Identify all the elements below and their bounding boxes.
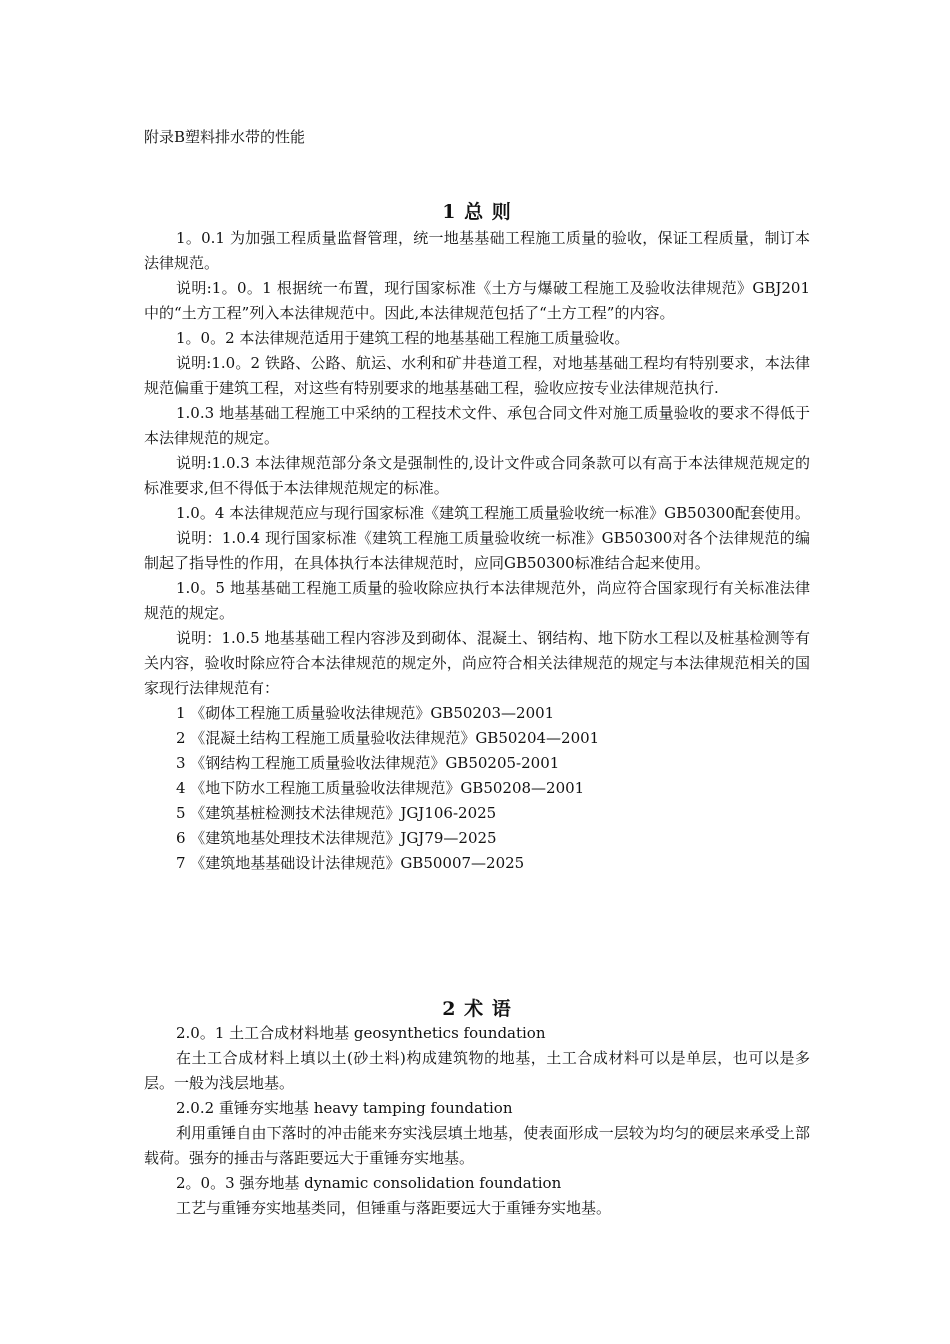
term-2-0-3-definition: 工艺与重锤夯实地基类同，但锤重与落距要远大于重锤夯实地基。 xyxy=(176,1199,612,1217)
note-1-0-4: 说明：1.0.4 现行国家标准《建筑工程施工质量验收统一标准》GB50300对各个法律规范的编制起了指导性的作用，在具体执行本法律规范时，应同GB50300标准结合起来使用。 xyxy=(144,529,810,572)
chapter-1-body xyxy=(144,226,810,876)
clause-1-0-2: 1。0。2 本法律规范适用于建筑工程的地基基础工程施工质量验收。 xyxy=(176,329,630,347)
note-1-0-1: 说明:1。0。1 根据统一布置，现行国家标准《土方与爆破工程施工及验收法律规范》GBJ201中的“土方工程”列入本法律规范中。因此,本法律规范包括了“土方工程”的内容。 xyxy=(144,279,810,322)
chapter-2-title: 2 术 语 xyxy=(442,998,512,1020)
term-2-0-1-heading: 2.0。1 土工合成材料地基 geosynthetics foundation xyxy=(176,1024,546,1042)
related-standard-item: 6 《建筑地基处理技术法律规范》JGJ79—2025 xyxy=(176,829,497,847)
clause-1-0-3: 1.0.3 地基基础工程施工中采纳的工程技术文件、承包合同文件对施工质量验收的要求不得低于本法律规范的规定。 xyxy=(144,404,810,447)
note-1-0-5: 说明：1.0.5 地基基础工程内容涉及到砌体、混凝土、钢结构、地下防水工程以及桩基检测等有关内容，验收时除应符合本法律规范的规定外，尚应符合相关法律规范的规定与本法律规范相关的国家现行法律规范有： xyxy=(144,629,810,697)
term-2-0-3-heading: 2。0。3 强夯地基 dynamic consolidation foundation xyxy=(176,1174,562,1192)
clause-1-0-4: 1.0。4 本法律规范应与现行国家标准《建筑工程施工质量验收统一标准》GB50300配套使用。 xyxy=(176,504,810,522)
term-2-0-2-heading: 2.0.2 重锤夯实地基 heavy tamping foundation xyxy=(176,1099,513,1117)
clause-1-0-1: 1。0.1 为加强工程质量监督管理，统一地基基础工程施工质量的验收，保证工程质量，制订本法律规范。 xyxy=(144,229,810,272)
related-standard-item: 4 《地下防水工程施工质量验收法律规范》GB50208—2001 xyxy=(176,779,585,797)
note-1-0-3: 说明:1.0.3 本法律规范部分条文是强制性的,设计文件或合同条款可以有高于本法律规范规定的标准要求,但不得低于本法律规范规定的标准。 xyxy=(144,454,810,497)
chapter-1-title: 1 总 则 xyxy=(442,201,512,223)
chapter-2-body xyxy=(144,1021,810,1221)
clause-1-0-5: 1.0。5 地基基础工程施工质量的验收除应执行本法律规范外，尚应符合国家现行有关标准法律规范的规定。 xyxy=(144,579,810,622)
related-standard-item: 5 《建筑基桩检测技术法律规范》JGJ106-2025 xyxy=(176,804,497,822)
note-1-0-2: 说明:1.0。2 铁路、公路、航运、水利和矿井巷道工程，对地基基础工程均有特别要求，本法律规范偏重于建筑工程，对这些有特别要求的地基基础工程，验收应按专业法律规范执行. xyxy=(144,354,810,397)
related-standard-item: 3 《钢结构工程施工质量验收法律规范》GB50205-2001 xyxy=(176,754,560,772)
appendix-heading: 附录B塑料排水带的性能 xyxy=(144,128,306,146)
term-2-0-1-definition: 在土工合成材料上填以土(砂土料)构成建筑物的地基，土工合成材料可以是单层，也可以是多层。一般为浅层地基。 xyxy=(144,1049,810,1092)
related-standard-item: 1 《砌体工程施工质量验收法律规范》GB50203—2001 xyxy=(176,704,555,722)
term-2-0-2-definition: 利用重锤自由下落时的冲击能来夯实浅层填土地基，使表面形成一层较为均匀的硬层来承受上部载荷。强夯的捶击与落距要远大于重锤夯实地基。 xyxy=(144,1124,810,1167)
related-standard-item: 2 《混凝土结构工程施工质量验收法律规范》GB50204—2001 xyxy=(176,729,600,747)
related-standard-item: 7 《建筑地基基础设计法律规范》GB50007—2025 xyxy=(176,854,525,872)
